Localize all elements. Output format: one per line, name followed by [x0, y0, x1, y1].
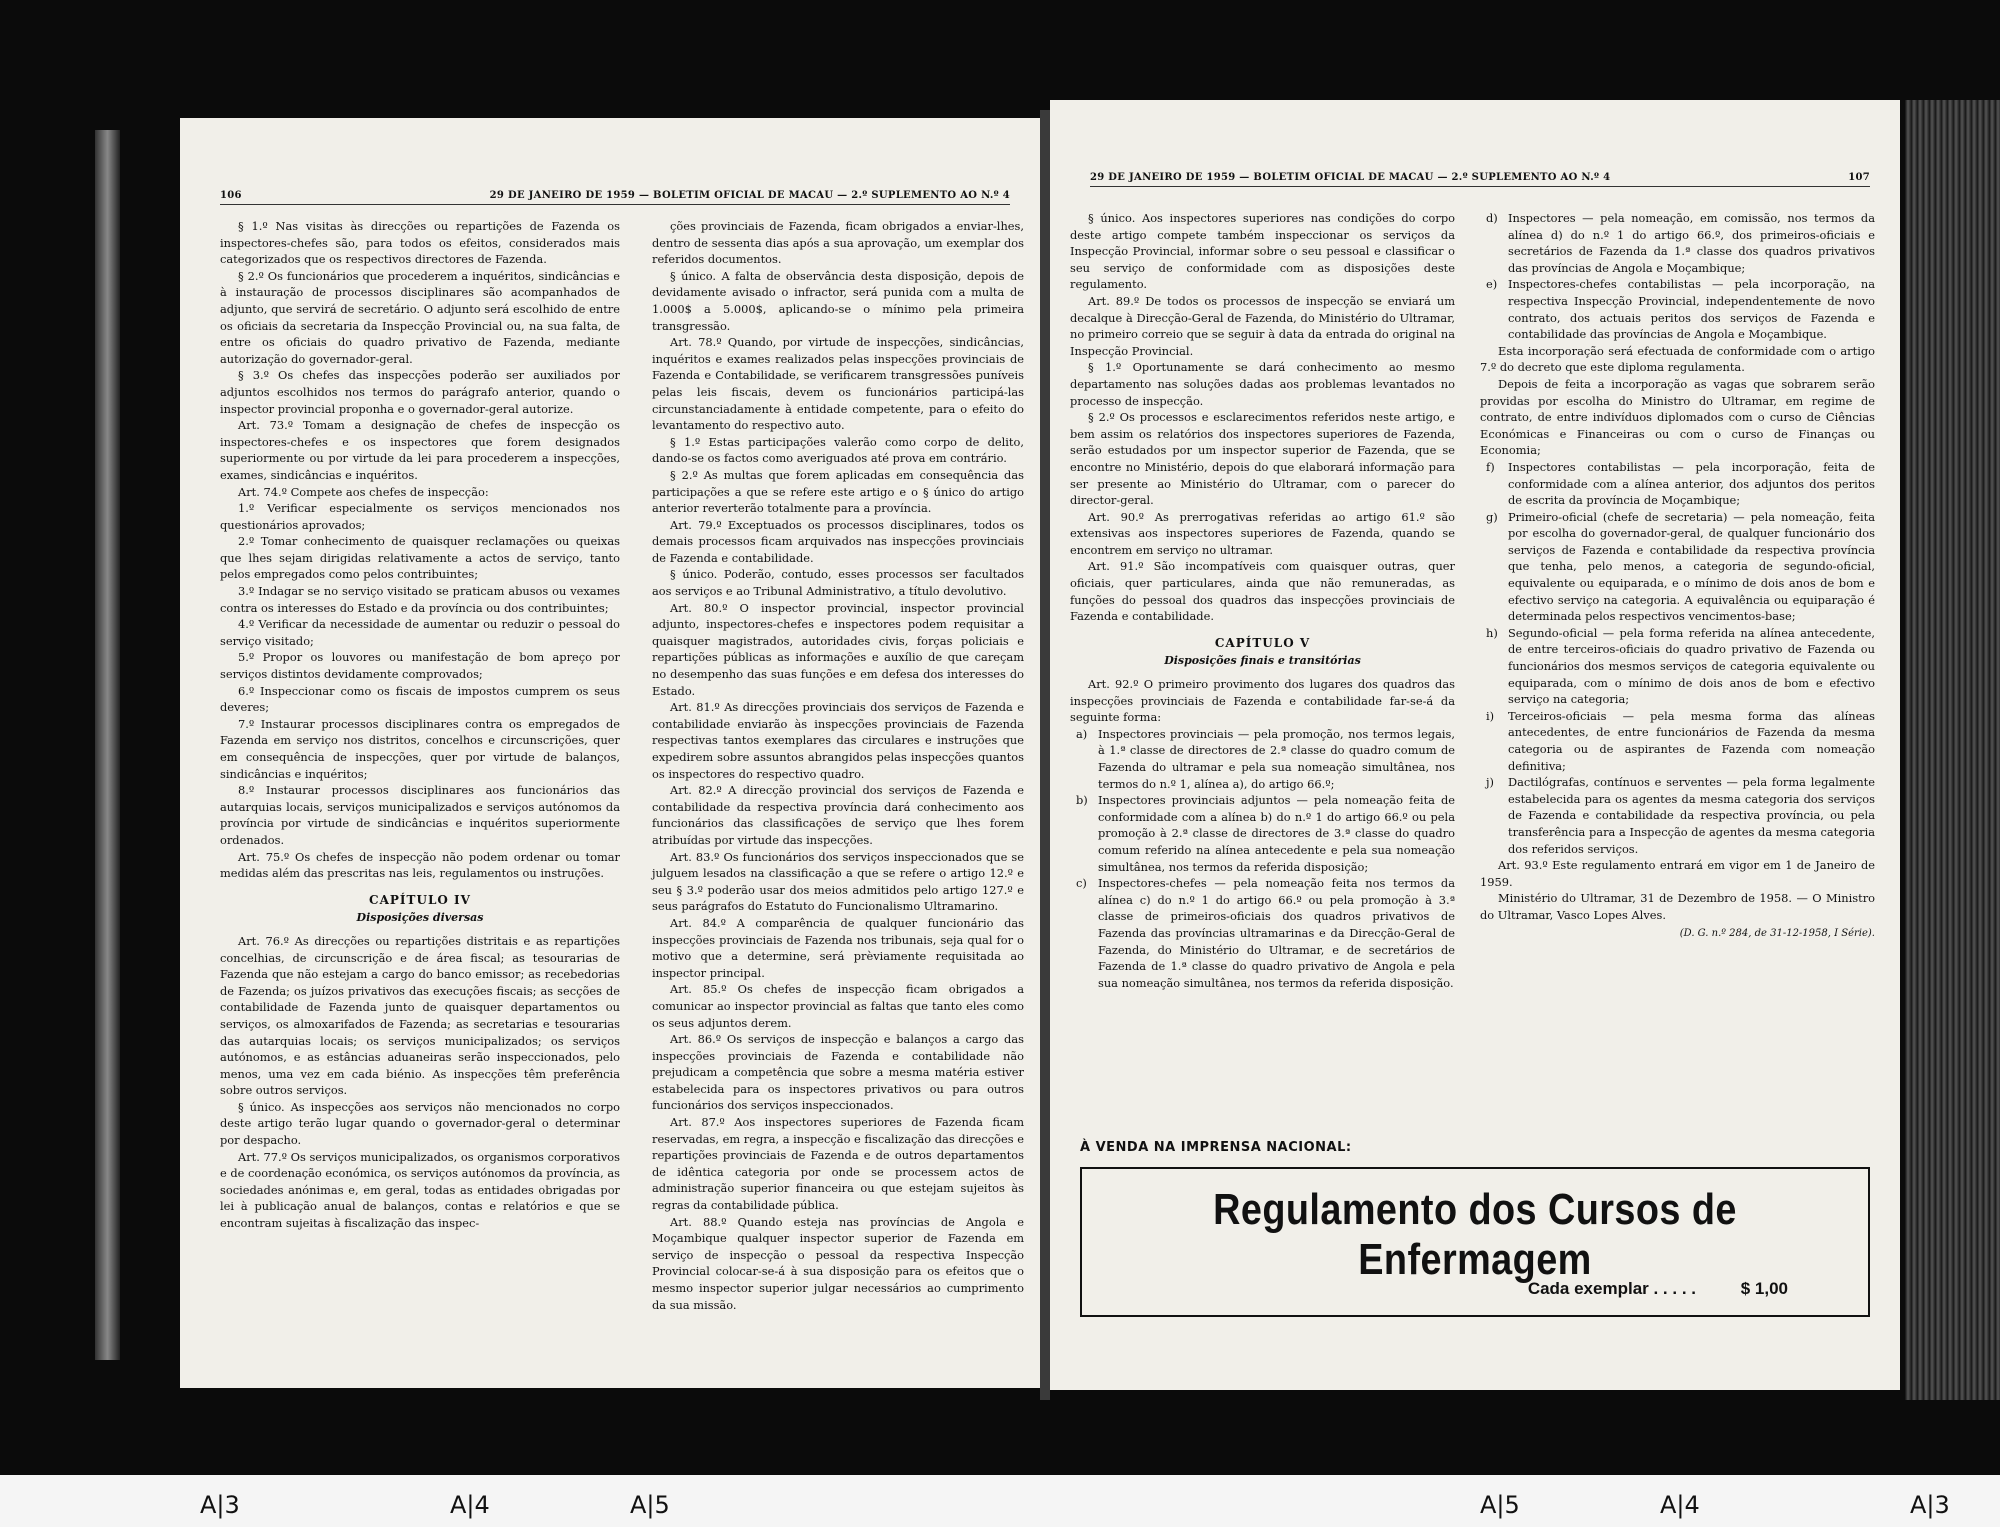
left-page-number: 106: [220, 190, 242, 201]
right-running-head: [1090, 172, 1870, 187]
text-paragraph: 2.º Tomar conhecimento de quaisquer reclamações ou queixas que lhes sejam dirigidas relativamente a actos de serviço, tanto pelos empregados como pelos contribuintes;: [220, 534, 620, 582]
text-paragraph: § 2.º As multas que forem aplicadas em consequência das participações a que se refere este artigo e o § único do artigo anterior reverterão totalmente para a província.: [652, 467, 1024, 516]
price-label: Cada exemplar . . . . .: [1527, 1279, 1696, 1298]
list-item: [1070, 792, 1455, 875]
list-marker: g): [1486, 509, 1498, 524]
text-paragraph: Art. 91.º São incompatíveis com quaisquer outras, quer oficiais, quer particulares, ainda que não remuneradas, as funções do pessoal dos quadros das inspecções provinciais de Fazenda e contabilidade.: [1070, 559, 1455, 624]
text-paragraph: § único. A falta de observância desta disposição, depois de devidamente avisado o infractor, será punida com a multa de 1.000$ a 5.000$, aplicando-se o mínimo pela primeira transgressão.: [652, 268, 1024, 333]
film-frame-strip: [0, 1475, 2000, 1527]
text-paragraph: Art. 82.º A direcção provincial dos serviços de Fazenda e contabilidade da respectiva província dará conhecimento aos funcionários das classificações de serviço que lhes forem atribuídas por virtude das inspecções.: [652, 783, 1024, 847]
left-header-title: 29 DE JANEIRO DE 1959 — BOLETIM OFICIAL DE MACAU — 2.º SUPLEMENTO AO N.º 4: [489, 190, 1010, 201]
list-item: [1480, 459, 1875, 509]
list-marker: a): [1076, 726, 1088, 741]
frame-label: A|5: [1480, 1491, 1520, 1519]
frame-label: A|4: [450, 1491, 490, 1519]
right-page-number: 107: [1848, 172, 1870, 183]
sale-price-line: [1528, 1279, 1788, 1299]
text-paragraph: 6.º Inspeccionar como os fiscais de impostos cumprem os seus deveres;: [220, 683, 620, 715]
frame-label: A|5: [630, 1491, 670, 1519]
text-paragraph: Art. 78.º Quando, por virtude de inspecções, sindicâncias, inquéritos e exames realizados pelas inspecções provinciais de Fazenda e Contabilidade, se verificarem transgressões puníveis pelas leis fiscais, devem os funcionários participá-las circunstanciadamente à entidade competente, para o efeito do levantamento do respectivo auto.: [652, 335, 1024, 433]
text-paragraph: ções provinciais de Fazenda, ficam obrigados a enviar-lhes, dentro de sessenta dias após a sua aprovação, um exemplar dos referidos documentos.: [652, 219, 1024, 267]
text-paragraph: Art. 81.º As direcções provinciais dos serviços de Fazenda e contabilidade enviarão às inspecções provinciais de Fazenda respectivas tantos exemplares das circulares e instruções que expedirem sobre assuntos abrangidos pelas inspecções quantos os inspectores do respectivo quadro.: [652, 700, 1024, 781]
list-text: Terceiros-oficiais — pela mesma forma das alíneas antecedentes, de entre funcionários de Fazenda da mesma categoria ou de aspirantes de Fazenda com nomeação definitiva;: [1508, 708, 1875, 773]
sale-label: À VENDA NA IMPRENSA NACIONAL:: [1080, 1140, 1352, 1155]
list-marker: i): [1486, 708, 1495, 723]
text-paragraph: Art. 86.º Os serviços de inspecção e balanços a cargo das inspecções provinciais de Fazenda e contabilidade não prejudicam a competência que sobre a mesma matéria estiver estabelecida para os inspectores privativos ou para outros funcionários dos serviços inspeccionados.: [652, 1032, 1024, 1113]
list-text: Inspectores — pela nomeação, em comissão, nos termos da alínea d) do n.º 1 do artigo 66.º, dos primeiros-oficiais e secretários de Fazenda da 1.ª classe dos quadros privativos das províncias de Angola e Moçambique;: [1508, 211, 1875, 275]
text-paragraph: § 2.º Os funcionários que procederem a inquéritos, sindicâncias e à instauração de processos disciplinares são acompanhados de adjunto, que servirá de secretário. O adjunto será escolhido de entre os oficiais da secretaria da Inspecção Provincial ou, na sua falta, de entre os oficiais do quadro privativo de Fazenda, mediante autorização do governador-geral.: [220, 268, 620, 366]
list-text: Inspectores provinciais — pela promoção, nos termos legais, à 1.ª classe de directores de 2.ª classe do quadro comum de Fazenda do ultramar e pela sua nomeação simultânea, nos termos do n.º 1, alínea a), do artigo 66.º;: [1098, 726, 1455, 791]
sale-advertisement: [1080, 1140, 1870, 1317]
list-text: Inspectores contabilistas — pela incorporação, feita de conformidade com a alínea anterior, dos adjuntos dos peritos de escrita da província de Moçambique;: [1508, 459, 1875, 508]
right-page: [1050, 100, 1900, 1390]
list-marker: d): [1486, 211, 1498, 225]
list-marker: e): [1486, 277, 1498, 292]
left-running-head: [220, 190, 1010, 205]
text-paragraph: Art. 79.º Exceptuados os processos disciplinares, todos os demais processos ficam arquivados nas inspecções provinciais de Fazenda e contabilidade.: [652, 517, 1024, 565]
text-paragraph: Art. 88.º Quando esteja nas províncias de Angola e Moçambique qualquer inspector superior de Fazenda em serviço de inspecção o pessoal da respectiva Inspecção Provincial colocar-se-á à sua disposição para os efeitos que o mesmo inspector superior julgar necessários ao cumprimento da sua missão.: [652, 1214, 1024, 1312]
list-marker: j): [1486, 775, 1494, 790]
left-column-1: [220, 218, 620, 1232]
frame-label: A|3: [200, 1491, 240, 1519]
chapter-heading: CAPÍTULO IV: [369, 892, 471, 907]
text-paragraph: Art. 87.º Aos inspectores superiores de Fazenda ficam reservadas, em regra, a inspecção e fiscalização das direcções e repartições provinciais de Fazenda e de outros departamentos de idêntica categoria por onde se processem actos de administração superior financeira ou que estejam sujeitos às regras da contabilidade pública.: [652, 1115, 1024, 1213]
sale-box: [1080, 1167, 1870, 1317]
book-spine: [1040, 110, 1050, 1400]
text-paragraph: Art. 84.º A comparência de qualquer funcionário das inspecções provinciais de Fazenda nos tribunais, seja qual for o motivo que a determine, será prèviamente requisitada ao inspector principal.: [652, 915, 1024, 980]
list-text: Dactilógrafas, contínuos e serventes — pela forma legalmente estabelecida para os agentes da mesma categoria dos serviços de Fazenda e contabilidade da respectiva província, ou pela transferência para a Inspecção de agentes da mesma categoria dos referidos serviços.: [1508, 775, 1875, 856]
sale-title: Regulamento dos Cursos de Enfermagem: [1213, 1185, 1737, 1284]
text-paragraph: § único. As inspecções aos serviços não mencionados no corpo deste artigo terão lugar quando o governador-geral o determinar por despacho.: [220, 1099, 620, 1148]
left-column-2: [652, 218, 1024, 1313]
text-paragraph: Art. 77.º Os serviços municipalizados, os organismos corporativos e de coordenação económica, os serviços autónomos da província, as sociedades anónimas e, em geral, todas as entidades obrigadas por lei à publicação anual de balanços, contas e relatórios e que se encontram sujeitas à fiscalização das inspec-: [220, 1149, 620, 1231]
list-item: [1070, 726, 1455, 792]
text-paragraph: Art. 76.º As direcções ou repartições distritais e as repartições concelhias, de circunscrição e de área fiscal; as tesourarias de Fazenda que não estejam a cargo do banco emissor; as recebedorias de Fazenda; os juízos privativos das execuções fiscais; as secções de contabilidade de Fazenda junto de quaisquer departamentos ou serviços, os almoxarifados de Fazenda; as secretarias e tesourarias das autarquias locais; os serviços municipalizados; os serviços autónomos, e as estâncias aduaneiras serão inspeccionados, pelo menos, uma vez em cada biénio. As inspecções têm preferência sobre outros serviços.: [220, 933, 620, 1098]
text-paragraph: § 3.º Os chefes das inspecções poderão ser auxiliados por adjuntos escolhidos nos termos do parágrafo anterior, quando o inspector provincial proponha e o governador-geral autorize.: [220, 368, 620, 416]
text-paragraph: 4.º Verificar da necessidade de aumentar ou reduzir o pessoal do serviço visitado;: [220, 617, 620, 648]
text-paragraph: Art. 85.º Os chefes de inspecção ficam obrigados a comunicar ao inspector provincial as faltas que tanto eles como os seus adjuntos derem.: [652, 982, 1024, 1030]
chapter-subtitle: Disposições diversas: [356, 911, 484, 925]
list-marker: f): [1486, 459, 1495, 474]
text-paragraph: Art. 92.º O primeiro provimento dos lugares dos quadros das inspecções provinciais de Fazenda e contabilidade far-se-á da seguinte forma:: [1070, 677, 1455, 725]
film-edge-left: [95, 130, 120, 1360]
text-paragraph: § único. Poderão, contudo, esses processos ser facultados aos serviços e ao Tribunal Administrativo, a título devolutivo.: [652, 567, 1024, 599]
list-item: [1480, 509, 1875, 625]
right-header-title: 29 DE JANEIRO DE 1959 — BOLETIM OFICIAL DE MACAU — 2.º SUPLEMENTO AO N.º 4: [1090, 172, 1611, 183]
left-page: [180, 118, 1040, 1388]
text-paragraph: Depois de feita a incorporação as vagas que sobrarem serão providas por escolha do Ministro do Ultramar, em regime de contrato, de entre indivíduos diplomados com o curso de Ciências Económicas e Financeiras ou com o curso de Finanças ou Economia;: [1480, 376, 1875, 458]
list-item: [1480, 276, 1875, 342]
text-paragraph: Esta incorporação será efectuada de conformidade com o artigo 7.º do decreto que este diploma regulamenta.: [1480, 343, 1875, 375]
list-text: Primeiro-oficial (chefe de secretaria) — pela nomeação, feita por escolha do governador-geral, de qualquer funcionário dos serviços de Fazenda e contabilidade da respectiva província que tenha, pelo menos, a categoria de segundo-oficial, equivalente ou equiparada, e o mínimo de dois anos de bom e efectivo serviço na categoria. A equivalência ou equiparação é determinada pelos respectivos vencimentos-base;: [1508, 509, 1875, 624]
text-paragraph: 8.º Instaurar processos disciplinares aos funcionários das autarquias locais, serviços municipalizados e serviços autónomos da província por virtude de sindicâncias e inquéritos superiormente ordenados.: [220, 783, 620, 847]
frame-label: A|4: [1660, 1491, 1700, 1519]
text-paragraph: 3.º Indagar se no serviço visitado se praticam abusos ou vexames contra os interesses do Estado e da província ou dos contribuintes;: [220, 584, 620, 615]
list-item: [1480, 708, 1875, 774]
list-text: Inspectores-chefes — pela nomeação feita nos termos da alínea c) do n.º 1 do artigo 66.º ou pela promoção à 3.ª classe de primeiros-oficiais dos quadros privativos de Fazenda das províncias ultramarinas e da Direcção-Geral de Fazenda, do Ministério do Ultramar, e de secretários de Fazenda de 1.ª classe do quadro privativo de Angola e pela sua nomeação simultânea, nos termos da referida disposição.: [1098, 876, 1455, 990]
film-notch: [1048, 1483, 1080, 1527]
list-marker: b): [1076, 793, 1088, 808]
text-paragraph: Art. 80.º O inspector provincial, inspector provincial adjunto, inspectores-chefes e inspectores podem requisitar a quaisquer magistrados, autoridades civis, forças policiais e repartições públicas as informações e auxílio de que careçam no desempenho das suas funções e em defesa dos interesses do Estado.: [652, 600, 1024, 698]
text-paragraph: § único. Aos inspectores superiores nas condições do corpo deste artigo compete também inspeccionar os serviços da Inspecção Provincial, informar sobre o seu pessoal e classificar o seu serviço de conformidade com as disposições deste regulamento.: [1070, 211, 1455, 292]
text-paragraph: Art. 83.º Os funcionários dos serviços inspeccionados que se julguem lesados na classificação a que se refere o artigo 12.º e seu § 3.º poderão usar dos meios admitidos pelo artigo 127.º e seus parágrafos do Estatuto do Funcionalismo Ultramarino.: [652, 849, 1024, 914]
price-value: $ 1,00: [1740, 1279, 1788, 1298]
source-note: (D. G. n.º 284, de 31-12-1958, I Série).: [1679, 927, 1875, 939]
text-paragraph: Art. 74.º Compete aos chefes de inspecção:: [238, 484, 489, 499]
list-text: Inspectores provinciais adjuntos — pela nomeação feita de conformidade com a alínea b) do n.º 1 do artigo 66.º ou pela promoção à 2.ª classe de directores de 3.ª classe do quadro comum referido na alínea antecedente e pela sua nomeação simultânea, nos termos da referida disposição;: [1098, 793, 1455, 874]
text-paragraph: Art. 89.º De todos os processos de inspecção se enviará um decalque à Direcção-Geral de Fazenda, do Ministério do Ultramar, no primeiro correio que se seguir à data da entrada do original na Inspecção Provincial.: [1070, 293, 1455, 358]
right-column-2: [1480, 210, 1875, 942]
text-paragraph: 1.º Verificar especialmente os serviços mencionados nos questionários aprovados;: [220, 501, 620, 532]
text-paragraph: Art. 73.º Tomam a designação de chefes de inspecção os inspectores-chefes e os inspectores que forem designados superiormente ou por virtude da lei para procederem a inspecções, exames, sindicâncias e inquéritos.: [220, 418, 620, 482]
list-item: [1480, 625, 1875, 708]
list-item: [1070, 875, 1455, 991]
text-paragraph: § 1.º Estas participações valerão como corpo de delito, dando-se os factos como averiguados até prova em contrário.: [652, 434, 1024, 466]
list-text: Segundo-oficial — pela forma referida na alínea antecedente, de entre terceiros-oficiais do quadro privativo de Fazenda ou funcionários dos mesmos serviços de categoria equivalente ou equiparada, com o mínimo de dois anos de bom e efectivo serviço na categoria;: [1508, 625, 1875, 707]
chapter-heading: CAPÍTULO V: [1214, 635, 1311, 650]
text-paragraph: § 1.º Nas visitas às direcções ou repartições de Fazenda os inspectores-chefes são, para todos os efeitos, considerados mais categorizados que os respectivos directores de Fazenda.: [220, 219, 620, 267]
text-paragraph: Art. 93.º Este regulamento entrará em vigor em 1 de Janeiro de 1959.: [1480, 858, 1875, 889]
text-paragraph: 7.º Instaurar processos disciplinares contra os empregados de Fazenda em serviço nos distritos, concelhos e circunscrições, quer em consequência de inspecções, quer por virtude de balanços, sindicâncias e inquéritos;: [220, 716, 620, 781]
list-item: [1480, 210, 1875, 276]
text-paragraph: 5.º Propor os louvores ou manifestação de bom apreço por serviços distintos devidamente comprovados;: [220, 650, 620, 682]
list-marker: h): [1486, 625, 1498, 640]
text-paragraph: § 2.º Os processos e esclarecimentos referidos neste artigo, e bem assim os relatórios dos inspectores superiores de Fazenda, serão estudados por um inspector superior de Fazenda, que se encontre no Ministério, depois do que elaborará informação para ser presente ao Ministério do Ultramar, com o parecer do director-geral.: [1070, 410, 1455, 508]
right-column-1: [1070, 210, 1455, 991]
text-paragraph: Art. 75.º Os chefes de inspecção não podem ordenar ou tomar medidas além das prescritas nas leis, regulamentos ou instruções.: [220, 849, 620, 881]
list-item: [1480, 774, 1875, 857]
list-marker: c): [1076, 876, 1087, 891]
film-edge-right: [1905, 100, 2000, 1400]
text-paragraph: § 1.º Oportunamente se dará conhecimento ao mesmo departamento nas soluções dadas aos problemas levantados no processo de inspecção.: [1070, 360, 1455, 408]
text-paragraph: Art. 90.º As prerrogativas referidas ao artigo 61.º são extensivas aos inspectores superiores de Fazenda, quando se encontrem em serviço no ultramar.: [1070, 509, 1455, 557]
list-text: Inspectores-chefes contabilistas — pela incorporação, na respectiva Inspecção Provincial, independentemente de novo contrato, dos actuais peritos dos serviços de Fazenda e contabilidade das províncias de Angola e Moçambique.: [1508, 277, 1875, 342]
frame-label: A|3: [1910, 1491, 1950, 1519]
chapter-subtitle: Disposições finais e transitórias: [1164, 654, 1361, 668]
text-paragraph: Ministério do Ultramar, 31 de Dezembro de 1958. — O Ministro do Ultramar, Vasco Lopes Alves.: [1480, 891, 1875, 922]
